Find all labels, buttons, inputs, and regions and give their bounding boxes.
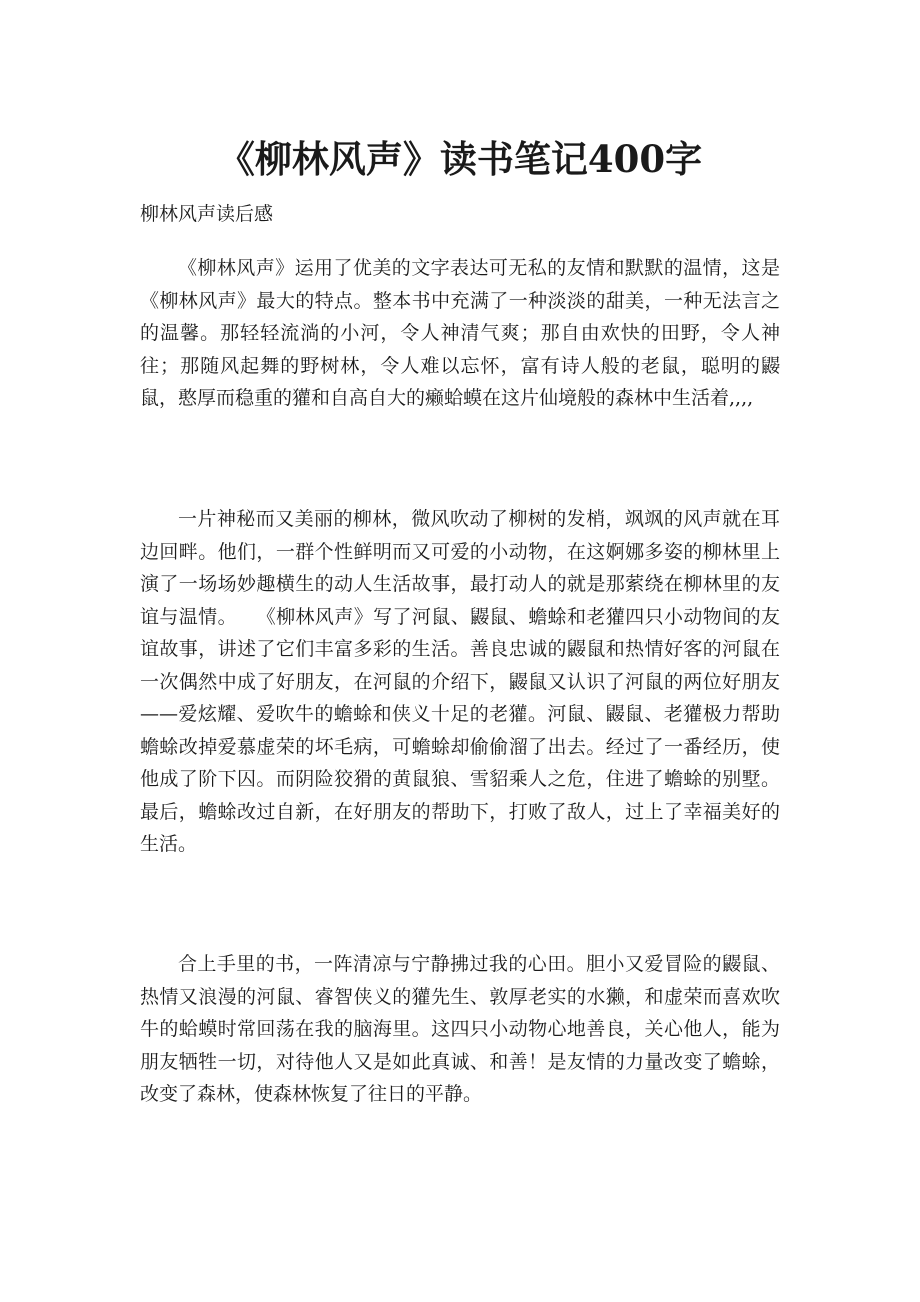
paragraph-1: 《柳林风声》运用了优美的文字表达可无私的友情和默默的温情，这是《柳林风声》最大的特点。整本书中充满了一种淡淡的甜美，一种无法言之的温馨。那轻轻流淌的小河，令人神清气爽；那自由欢快的田野，令人神往；那随风起舞的野树林，令人难以忘怀，富有诗人般的老鼠，聪明的鼹鼠，憨厚而稳重的獾和自高自大的癞蛤蟆在这片仙境般的森林中生活着,,,,: [140, 257, 780, 409]
page-title: 《柳林风声》读书笔记400字: [217, 136, 703, 181]
paragraph-3: 合上手里的书，一阵清凉与宁静拂过我的心田。胆小又爱冒险的鼹鼠、热情又浪漫的河鼠、睿智侠义的獾先生、敦厚老实的水獭，和虚荣而喜欢吹牛的蛤蟆时常回荡在我的脑海里。这四只小动物心地善良，关心他人，能为朋友牺牲一切，对待他人又是如此真诚、和善！是友情的力量改变了蟾蜍，改变了森林，使森林恢复了往日的平静。: [140, 953, 780, 1105]
subtitle: 柳林风声读后感: [140, 203, 274, 225]
paragraph-2: 一片神秘而又美丽的柳林，微风吹动了柳树的发梢，飒飒的风声就在耳边回畔。他们，一群个性鲜明而又可爱的小动物，在这婀娜多姿的柳林里上演了一场场妙趣横生的动人生活故事，最打动人的就是那萦绕在柳林里的友谊与温情。 《柳林风声》写了河鼠、鼹鼠、蟾蜍和老獾四只小动物间的友谊故事，讲述了它们丰富多彩的生活。善良忠诚的鼹鼠和热情好客的河鼠在一次偶然中成了好朋友，在河鼠的介绍下，鼹鼠又认识了河鼠的两位好朋友——爱炫耀、爱吹牛的蟾蜍和侠义十足的老獾。河鼠、鼹鼠、老獾极力帮助蟾蜍改掉爱慕虚荣的坏毛病，可蟾蜍却偷偷溜了出去。经过了一番经历，使他成了阶下囚。而阴险狡猾的黄鼠狼、雪貂乘人之危，住进了蟾蜍的别墅。最后，蟾蜍改过自新，在好朋友的帮助下，打败了敌人，过上了幸福美好的生活。: [140, 508, 780, 855]
